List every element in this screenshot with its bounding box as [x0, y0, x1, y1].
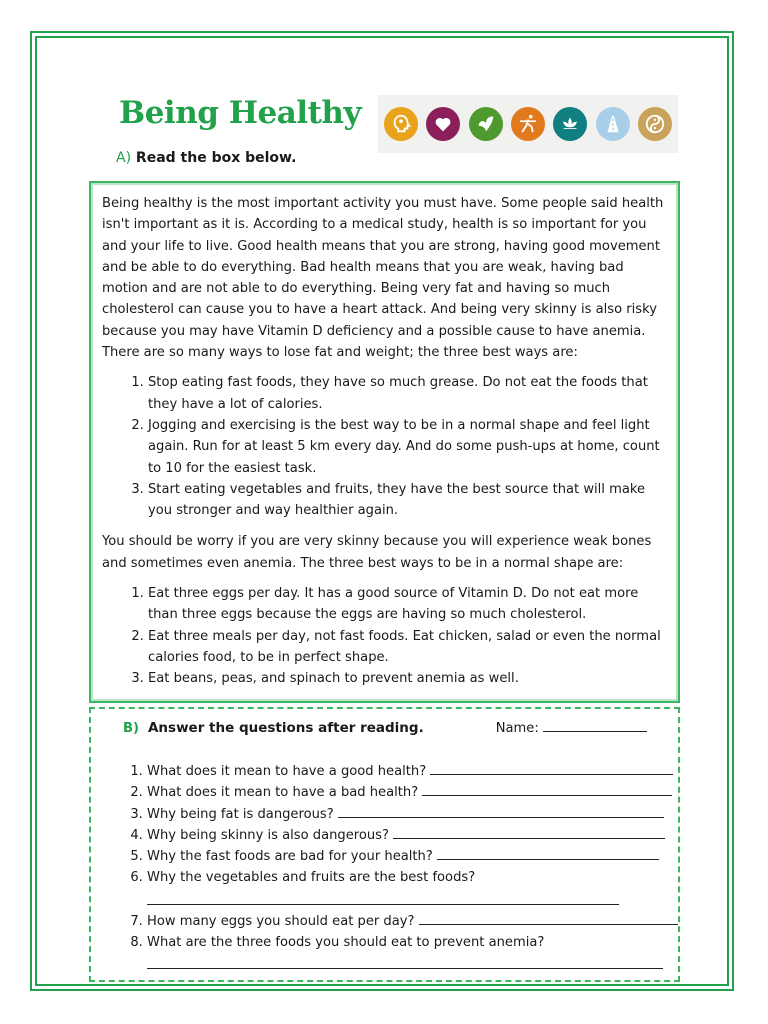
questions-list: [101, 761, 668, 969]
section-a-heading: [116, 150, 296, 166]
answer-line[interactable]: [393, 826, 665, 839]
question-text: What does it mean to have a good health?: [147, 764, 427, 779]
section-b-heading: [123, 719, 668, 739]
health-icons-banner: [378, 95, 678, 153]
answer-line[interactable]: [430, 762, 673, 775]
list-item: [147, 846, 668, 867]
exercise-person-icon: [511, 107, 545, 141]
section-b-letter: B): [123, 721, 139, 736]
passage-middle: You should be worry if you are very skinny because you will experience weak bones and sometimes even anemia. The three best ways to be in a normal shape are:: [102, 534, 652, 571]
list-item: [147, 804, 668, 825]
lotus-icon: [553, 107, 587, 141]
list-item: [147, 825, 668, 846]
skinny-ways-list: [102, 583, 668, 689]
section-b-text: Answer the questions after reading.: [147, 720, 424, 736]
list-item: 2. Jogging and exercising is the best way to be in a normal shape and feel light again. Run for at least 5 km every day. And do some push-ups at home, count to 10 for the easiest task.: [148, 415, 668, 479]
list-item: 3. Eat beans, peas, and spinach to prevent anemia as well.: [148, 668, 668, 689]
page-title: Being Healthy: [119, 95, 361, 131]
question-text: What are the three foods you should eat to prevent anemia?: [147, 935, 545, 951]
list-item: 1. Eat three eggs per day. It has a good source of Vitamin D. Do not eat more than three eggs because the eggs are having so much cholesterol.: [148, 583, 668, 626]
head-profile-icon: [384, 107, 418, 141]
questions-box: [89, 707, 680, 982]
question-text: Why the fast foods are bad for your health?: [147, 849, 433, 865]
answer-line[interactable]: [437, 847, 659, 860]
section-a-letter: A): [116, 150, 132, 166]
name-field[interactable]: [543, 719, 647, 732]
road-icon: [596, 107, 630, 141]
question-text: What does it mean to have a bad health?: [147, 785, 419, 801]
reading-passage-box: [89, 181, 680, 703]
list-item: [147, 932, 668, 969]
leaf-icon: [469, 107, 503, 141]
list-item: [147, 867, 668, 904]
answer-line[interactable]: [419, 912, 678, 925]
fat-ways-list: [102, 372, 668, 521]
list-item: 1. Stop eating fast foods, they have so much grease. Do not eat the foods that they have a lot of calories.: [148, 372, 668, 415]
list-item: [147, 761, 668, 782]
yin-yang-icon: [638, 107, 672, 141]
question-text: Why the vegetables and fruits are the best foods?: [147, 870, 476, 886]
answer-line[interactable]: [147, 953, 663, 969]
answer-line[interactable]: [338, 805, 664, 818]
answer-line[interactable]: [422, 783, 672, 796]
list-item: 3. Start eating vegetables and fruits, they have the best source that will make you stronger and way healthier again.: [148, 479, 668, 522]
answer-line[interactable]: [147, 889, 619, 905]
question-text: How many eggs you should eat per day?: [147, 913, 415, 929]
question-text: Why being fat is dangerous?: [147, 806, 334, 822]
question-text: Why being skinny is also dangerous?: [147, 827, 389, 843]
name-label: Name:: [495, 721, 539, 736]
list-item: [147, 782, 668, 803]
list-item: 2. Eat three meals per day, not fast foods. Eat chicken, salad or even the normal calories food, to be in perfect shape.: [148, 626, 668, 669]
section-a-text: Read the box below.: [135, 150, 297, 166]
heart-icon: [426, 107, 460, 141]
list-item: [147, 911, 668, 932]
passage-intro: Being healthy is the most important activity you must have. Some people said health isn't important as it is. According to a medical study, health is so important for you and your life to live. Good health means that you are strong, having good movement and be able to do everything. Bad health means that you are weak, having bad motion and are not able to do everything. Being very fat and having so much cholesterol can cause you to have a heart attack. And being very skinny is also risky because you may have Vitamin D deficiency and a possible cause to have anemia. There are so many ways to lose fat and weight; the three best ways are:: [102, 196, 664, 361]
